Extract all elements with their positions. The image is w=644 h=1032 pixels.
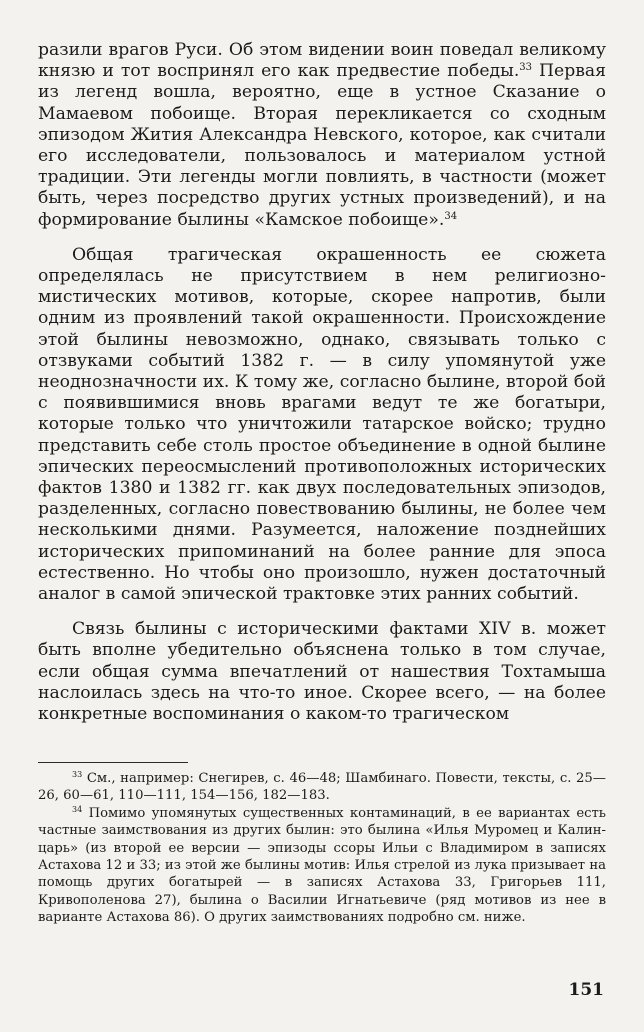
main-text xyxy=(38,40,606,725)
footnote-34 xyxy=(38,805,606,927)
paragraph-1 xyxy=(38,40,606,231)
paragraph-1-text-cont: Первая из легенд вошла, вероятно, еще в устное Сказание о Мамаевом побоище. Вторая перекликается со сходным эпизодом Жития Александра Невского, которое, как считали его исследователи, пользовалось и материалом устной традиции. Эти легенды могли повлиять, в частности (может быть, через посредство других устных произведений), и на формирование былины «Камское побоище». xyxy=(38,61,606,230)
footnote-number: 33 xyxy=(72,770,83,779)
footnote-ref-33: 33 xyxy=(519,62,533,74)
footnote-ref-34: 34 xyxy=(444,210,458,222)
footnote-divider xyxy=(38,762,188,763)
paragraph-2: Общая трагическая окрашенность ее сюжета определялась не присутствием в нем религиозно-мистических мотивов, которые, скорее напротив, были одним из проявлений такой окрашенности. Происхождение этой былины невозможно, однако, связывать только с отзвуками событий 1382 г. — в силу упомянутой уже неоднозначности их. К тому же, согласно былине, второй бой с появившимися вновь врагами ведут те же богатыри, которые только что уничтожили татарское войско; трудно представить себе столь простое объединение в одной былине эпических переосмыслений противоположных исторических фактов 1380 и 1382 гг. как двух последовательных эпизодов, разделенных, согласно повествованию былины, не более чем несколькими днями. Разумеется, наложение позднейших исторических припоминаний на более ранние для эпоса естественно. Но чтобы оно произошло, нужен достаточный аналог в самой эпической трактовке этих ранних событий. xyxy=(38,244,606,605)
footnote-text: См., например: Снегирев, с. 46—48; Шамбинаго. Повести, тексты, с. 25—26, 60—61, 110—111, 154—156, 182—183. xyxy=(38,771,606,804)
footnote-33 xyxy=(38,770,606,805)
footnotes xyxy=(38,770,606,927)
footnote-number: 34 xyxy=(72,804,83,814)
page-number: 151 xyxy=(568,980,604,1000)
paragraph-3: Связь былины с историческими фактами XIV в. может быть вполне убедительно объяснена только в том случае, если общая сумма впечатлений от нашествия Тохтамыша наслоилась здесь на что-то иное. Скорее всего, — на более конкретные воспоминания о каком-то трагическом xyxy=(38,619,606,725)
footnote-text: Помимо упомянутых существенных контаминаций, в ее вариантах есть частные заимствования из других былин: это былина «Илья Муромец и Калин-царь» (из второй ее версии — эпизоды ссоры Ильи с Владимиром в записях Астахова 12 и 33; из этой же былины мотив: Илья стрелой из лука призывает на помощь других богатырей — в записях Астахова 33, Григорьев 111, Кривополенова 27), былина о Василии Игнатьевиче (ряд мотивов из нее в варианте Астахова 86). О других заимствованиях подробно см. ниже. xyxy=(38,805,606,926)
paragraph-1-text: разили врагов Руси. Об этом видении воин поведал великому князю и тот воспринял его как предвестие победы. xyxy=(38,40,606,82)
